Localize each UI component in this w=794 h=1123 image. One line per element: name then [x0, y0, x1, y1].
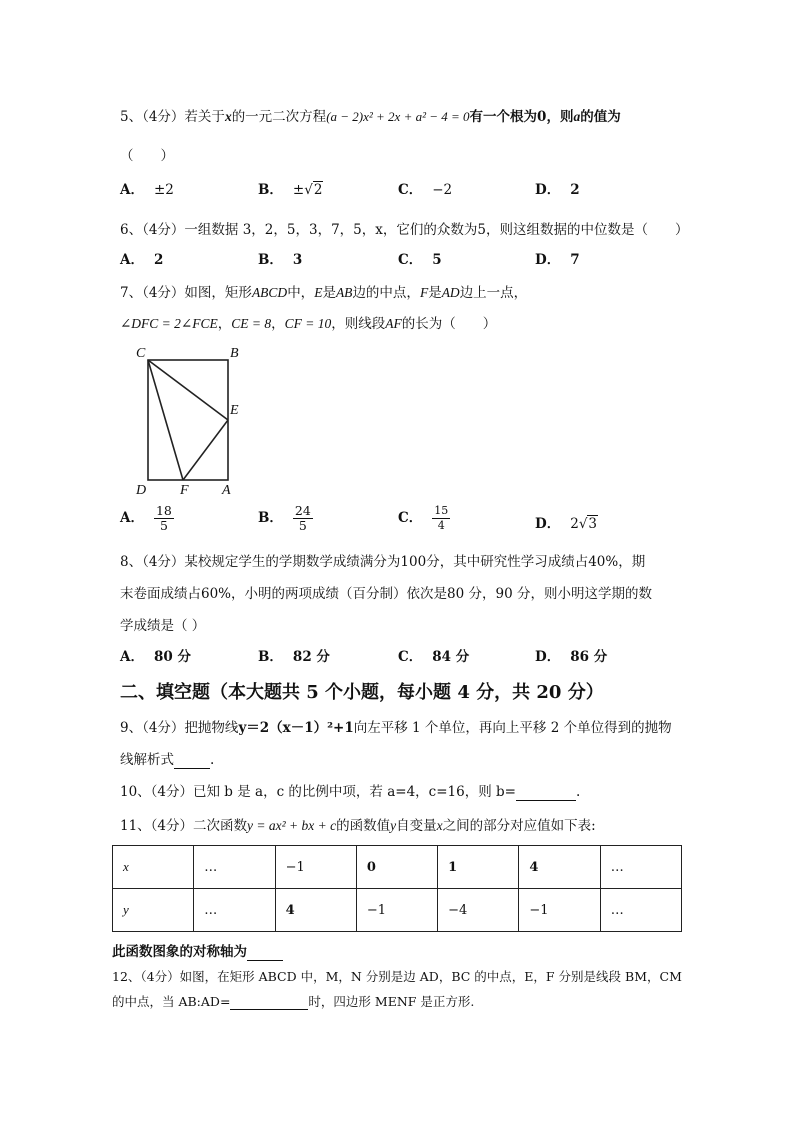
q7-option-d[interactable]: D． 2√3: [535, 516, 598, 532]
q10-answer-blank[interactable]: [516, 784, 576, 801]
table-cell: 0: [356, 846, 437, 889]
section-fill-in-title: 二、填空题（本大题共 5 个小题，每小题 4 分，共 20 分）: [120, 682, 604, 703]
q9-stem-line1: 9、（4分）把抛物线y＝2（x－1）²+1向左平移 1 个单位，再向上平移 2 个单位得到的抛物: [120, 720, 672, 736]
q11-answer-blank[interactable]: [247, 944, 283, 961]
q12-stem-line2: 的中点，当 AB:AD= 时，四边形 MENF 是正方形.: [112, 994, 475, 1009]
table-cell: 1: [438, 846, 519, 889]
table-cell: −1: [275, 846, 356, 889]
q11-stem: 11、（4分）二次函数y = ax² + bx + c的函数值y自变量x之间的部分对应值如下表:: [120, 818, 596, 834]
q8-stem-line3: 学成绩是（ ）: [120, 618, 206, 634]
q6-stem: 6、（4分）一组数据 3，2，5，3，7，5，x，它们的众数为5，则这组数据的中位数是（ ）: [120, 222, 689, 238]
segment-cf: [148, 360, 183, 480]
q7-option-c[interactable]: C． $\frac{15}{4}$: [398, 504, 449, 532]
rectangle-abcd: [148, 360, 228, 480]
q8-option-d[interactable]: D． 86 分: [535, 649, 608, 665]
table-cell: 4: [519, 846, 600, 889]
q9-answer-blank[interactable]: [174, 752, 210, 769]
label-f: F: [180, 483, 189, 498]
q11-axis-question: 此函数图象的对称轴为: [112, 940, 283, 961]
label-a: A: [222, 483, 231, 498]
q5-option-b[interactable]: B． ±√2: [258, 182, 323, 198]
q12-answer-blank[interactable]: [230, 994, 308, 1010]
q7-option-a[interactable]: A． $\frac{18}{5}$: [120, 503, 172, 533]
table-cell: …: [600, 889, 681, 932]
q5-paren: （ ）: [120, 148, 174, 164]
q7-rectangle-figure: [130, 340, 260, 500]
q8-option-b[interactable]: B． 82 分: [258, 649, 330, 665]
label-c: C: [136, 346, 146, 361]
q5-equation: (a − 2)x² + 2x + a² − 4 = 0: [326, 109, 470, 124]
label-e: E: [230, 403, 239, 418]
table-row-x: [113, 846, 682, 889]
label-d: D: [136, 483, 147, 498]
q11-value-table: [112, 845, 682, 932]
q9-stem-line2: 线解析式 .: [120, 752, 215, 768]
segment-fe: [183, 420, 228, 480]
q7-stem-line2: ∠DFC = 2∠FCE，CE = 8，CF = 10，则线段AF的长为（ ）: [120, 316, 497, 332]
table-cell: −4: [438, 889, 519, 932]
table-cell: y: [113, 889, 194, 932]
table-cell: …: [194, 889, 275, 932]
q5-stem: 5、（4分）若关于x的一元二次方程(a − 2)x² + 2x + a² − 4 = 0有一个根为0，则a的值为: [120, 109, 621, 125]
table-cell: …: [600, 846, 681, 889]
q7-stem-line1: 7、（4分）如图，矩形ABCD中，E是AB边的中点，F是AD边上一点，: [120, 285, 528, 301]
label-b: B: [230, 346, 239, 361]
q8-stem-line1: 8、（4分）某校规定学生的学期数学成绩满分为100分，其中研究性学习成绩占40%，期: [120, 554, 646, 570]
q6-option-b[interactable]: B． 3: [258, 252, 303, 268]
table-row-y: [113, 889, 682, 932]
table-cell: x: [113, 846, 194, 889]
table-cell: 4: [275, 889, 356, 932]
q12-stem-line1: 12、（4分）如图，在矩形 ABCD 中，M，N 分别是边 AD，BC 的中点，E，F 分别是线段 BM，CM: [112, 969, 682, 984]
q10-stem: 10、（4分）已知 b 是 a，c 的比例中项，若 a=4，c=16，则 b= .: [120, 784, 581, 800]
segment-ce: [148, 360, 228, 420]
table-cell: …: [194, 846, 275, 889]
q6-option-d[interactable]: D． 7: [535, 252, 580, 268]
q5-option-d[interactable]: D． 2: [535, 182, 580, 198]
q8-option-c[interactable]: C． 84 分: [398, 649, 470, 665]
q6-option-a[interactable]: A． 2: [120, 252, 164, 268]
q7-option-b[interactable]: B． $\frac{24}{5}$: [258, 503, 311, 533]
q5-option-c[interactable]: C． −2: [398, 182, 453, 198]
q8-stem-line2: 末卷面成绩占60%，小明的两项成绩（百分制）依次是80 分，90 分，则小明这学期的数: [120, 586, 652, 602]
table-cell: −1: [356, 889, 437, 932]
table-cell: −1: [519, 889, 600, 932]
q6-option-c[interactable]: C． 5: [398, 252, 442, 268]
q5-option-a[interactable]: A． ±2: [120, 182, 174, 198]
q8-option-a[interactable]: A． 80 分: [120, 649, 191, 665]
